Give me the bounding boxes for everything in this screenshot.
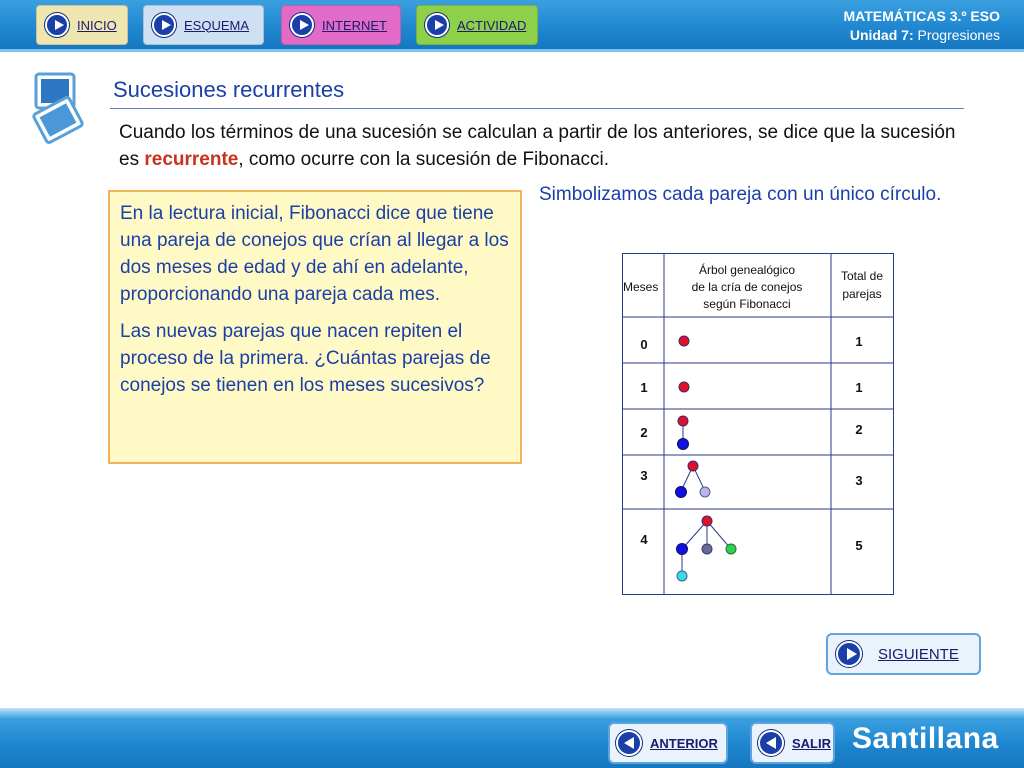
header-months: Meses — [623, 280, 659, 294]
rabbit-pair-node — [702, 516, 712, 526]
rabbit-pair-node — [678, 439, 689, 450]
month-cell: 0 — [640, 337, 648, 352]
play-icon — [152, 13, 176, 37]
exit-arrow-icon — [758, 730, 784, 756]
header-total-line-2: parejas — [842, 287, 882, 301]
fibonacci-tree-table — [622, 253, 894, 595]
total-cell: 3 — [855, 473, 863, 488]
actividad-button[interactable] — [416, 5, 538, 45]
header-tree-line-1: Árbol genealógico — [698, 263, 796, 277]
section-screens-icon — [32, 72, 84, 144]
rabbit-pair-node — [679, 336, 689, 346]
intro-text-start: Cuando los términos de una sucesión se calculan a partir de los anteriores, se dice que la sucesión es — [119, 122, 956, 170]
month-cell: 3 — [640, 468, 648, 483]
month-cell: 4 — [640, 532, 648, 547]
total-cell: 5 — [855, 538, 863, 553]
esquema-button[interactable] — [143, 5, 264, 45]
play-icon — [45, 13, 69, 37]
esquema-label: ESQUEMA — [184, 17, 250, 33]
santillana-logo: Santillana — [852, 722, 999, 755]
title-divider — [110, 108, 964, 109]
salir-label: SALIR — [792, 735, 831, 751]
rabbit-pair-node — [688, 461, 698, 471]
header-tree-line-2: de la cría de conejos — [691, 280, 803, 294]
rabbit-pair-node — [679, 382, 689, 392]
course-subject: MATEMÁTICAS 3.º ESO — [843, 8, 1000, 24]
rabbit-pair-node — [678, 416, 688, 426]
rabbit-pair-node — [702, 544, 712, 554]
rabbit-pair-node — [677, 544, 688, 555]
header-tree-line-3: según Fibonacci — [703, 297, 791, 311]
fibonacci-story-box — [108, 190, 522, 464]
salir-button[interactable] — [750, 722, 835, 764]
rabbit-pair-node — [677, 571, 687, 581]
rabbit-pair-node — [700, 487, 710, 497]
header-bar — [0, 0, 1024, 52]
rabbit-pair-node — [676, 487, 687, 498]
intro-highlight: recurrente — [144, 149, 239, 170]
rabbit-pair-node — [726, 544, 736, 554]
play-icon — [290, 13, 314, 37]
intro-text-end: , como ocurre con la sucesión de Fibonacci. — [238, 149, 610, 170]
month-cell: 1 — [640, 380, 648, 395]
anterior-button[interactable] — [608, 722, 728, 764]
siguiente-button[interactable] — [826, 633, 981, 675]
symbol-explanation: Simbolizamos cada pareja con un único círculo. — [539, 184, 942, 205]
story-paragraph-2: Las nuevas parejas que nacen repiten el proceso de la primera. ¿Cuántas parejas de conejos se tienen en los meses sucesivos? — [120, 321, 491, 396]
internet-button[interactable] — [281, 5, 401, 45]
total-cell: 1 — [855, 334, 863, 349]
inicio-label: INICIO — [77, 17, 117, 33]
month-cell: 2 — [640, 425, 648, 440]
course-unit — [843, 26, 1000, 45]
course-info — [843, 7, 1000, 45]
actividad-label: ACTIVIDAD — [457, 17, 527, 33]
total-cell: 1 — [855, 380, 863, 395]
next-arrow-icon — [836, 641, 862, 667]
intro-paragraph — [119, 119, 969, 173]
internet-label: INTERNET — [322, 17, 387, 33]
anterior-label: ANTERIOR — [650, 735, 718, 751]
header-total-line-1: Total de — [840, 269, 884, 283]
page-title: Sucesiones recurrentes — [113, 77, 345, 102]
story-paragraph-1: En la lectura inicial, Fibonacci dice que tiene una pareja de conejos que crían al llegar a los dos meses de edad y de ahí en adelante, proporcionando una pareja cada mes. — [120, 203, 509, 305]
inicio-button[interactable] — [36, 5, 128, 45]
siguiente-label: SIGUIENTE — [878, 645, 959, 663]
play-icon — [425, 13, 449, 37]
total-cell: 2 — [855, 422, 863, 437]
back-arrow-icon — [616, 730, 642, 756]
unit-name: Progresiones — [917, 27, 1000, 43]
unit-label: Unidad 7: — [849, 27, 914, 43]
